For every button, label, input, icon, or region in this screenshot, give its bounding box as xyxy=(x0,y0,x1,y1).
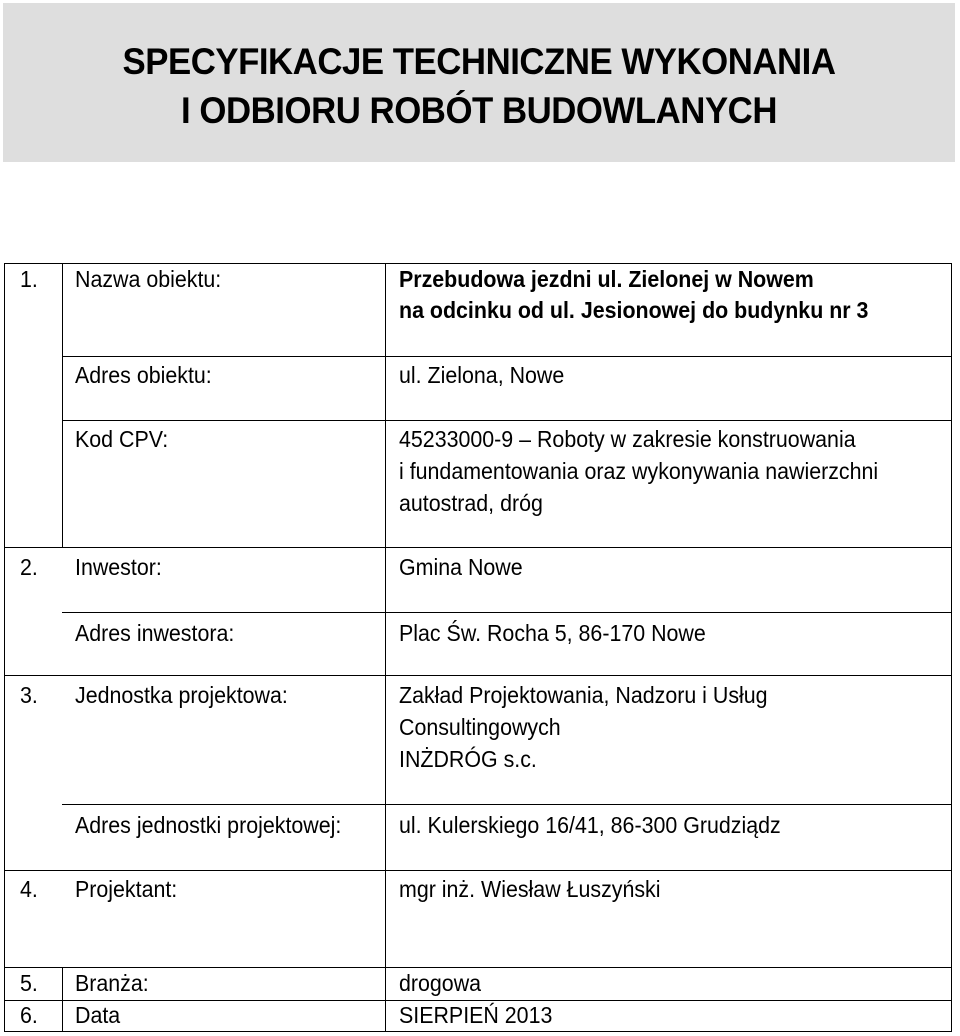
value-cpv-line-2: i fundamentowania oraz wykonywania nawierzchni xyxy=(399,458,879,484)
label-object-address: Adres obiektu: xyxy=(75,362,212,388)
table-line xyxy=(62,804,952,805)
table-line xyxy=(62,356,952,357)
value-cpv-line-3: autostrad, dróg xyxy=(399,490,543,516)
label-investor: Inwestor: xyxy=(75,554,162,580)
value-branch: drogowa xyxy=(399,970,482,996)
value-design-unit-line-3: INŻDRÓG s.c. xyxy=(399,746,537,772)
table-line xyxy=(4,547,952,548)
table-line xyxy=(62,420,952,421)
value-design-unit-line-1: Zakład Projektowania, Nadzoru i Usług xyxy=(399,682,768,708)
title-line-1: SPECYFIKACJE TECHNICZNE WYKONANIA xyxy=(122,41,836,82)
table-line xyxy=(4,870,952,871)
value-object-name-line-2: na odcinku od ul. Jesionowej do budynku nr 3 xyxy=(399,297,869,323)
table-line-left xyxy=(4,263,5,1032)
row-number: 4. xyxy=(20,876,38,902)
value-investor: Gmina Nowe xyxy=(399,554,523,580)
value-designer: mgr inż. Wiesław Łuszyński xyxy=(399,876,661,902)
row-number: 3. xyxy=(20,682,38,708)
label-cpv-code: Kod CPV: xyxy=(75,426,169,452)
table-line xyxy=(62,967,63,1032)
row-number: 6. xyxy=(20,1002,38,1028)
label-branch: Branża: xyxy=(75,970,149,996)
value-object-address: ul. Zielona, Nowe xyxy=(399,362,565,388)
label-designer: Projektant: xyxy=(75,876,178,902)
row-number: 5. xyxy=(20,970,38,996)
label-object-name: Nazwa obiektu: xyxy=(75,266,222,292)
value-design-unit-line-2: Consultingowych xyxy=(399,714,561,740)
label-design-unit-address: Adres jednostki projektowej: xyxy=(75,812,342,838)
table-line xyxy=(4,675,952,676)
table-line xyxy=(62,263,63,547)
title-line-2: I ODBIORU ROBÓT BUDOWLANYCH xyxy=(181,90,777,131)
label-date: Data xyxy=(75,1002,121,1028)
row-number: 1. xyxy=(20,266,38,292)
table-line-right xyxy=(951,263,952,1032)
value-date: SIERPIEŃ 2013 xyxy=(399,1002,553,1028)
label-design-unit: Jednostka projektowa: xyxy=(75,682,288,708)
value-cpv-line-1: 45233000-9 – Roboty w zakresie konstruowania xyxy=(399,426,856,452)
value-object-name-line-1: Przebudowa jezdni ul. Zielonej w Nowem xyxy=(399,266,814,292)
value-investor-address: Plac Św. Rocha 5, 86-170 Nowe xyxy=(399,620,706,646)
table-line-bottom xyxy=(4,1031,952,1032)
table-line xyxy=(62,612,952,613)
title-band xyxy=(3,3,955,162)
row-number: 2. xyxy=(20,554,38,580)
label-investor-address: Adres inwestora: xyxy=(75,620,235,646)
table-line xyxy=(385,263,386,1032)
value-design-unit-address: ul. Kulerskiego 16/41, 86-300 Grudziądz xyxy=(399,812,781,838)
